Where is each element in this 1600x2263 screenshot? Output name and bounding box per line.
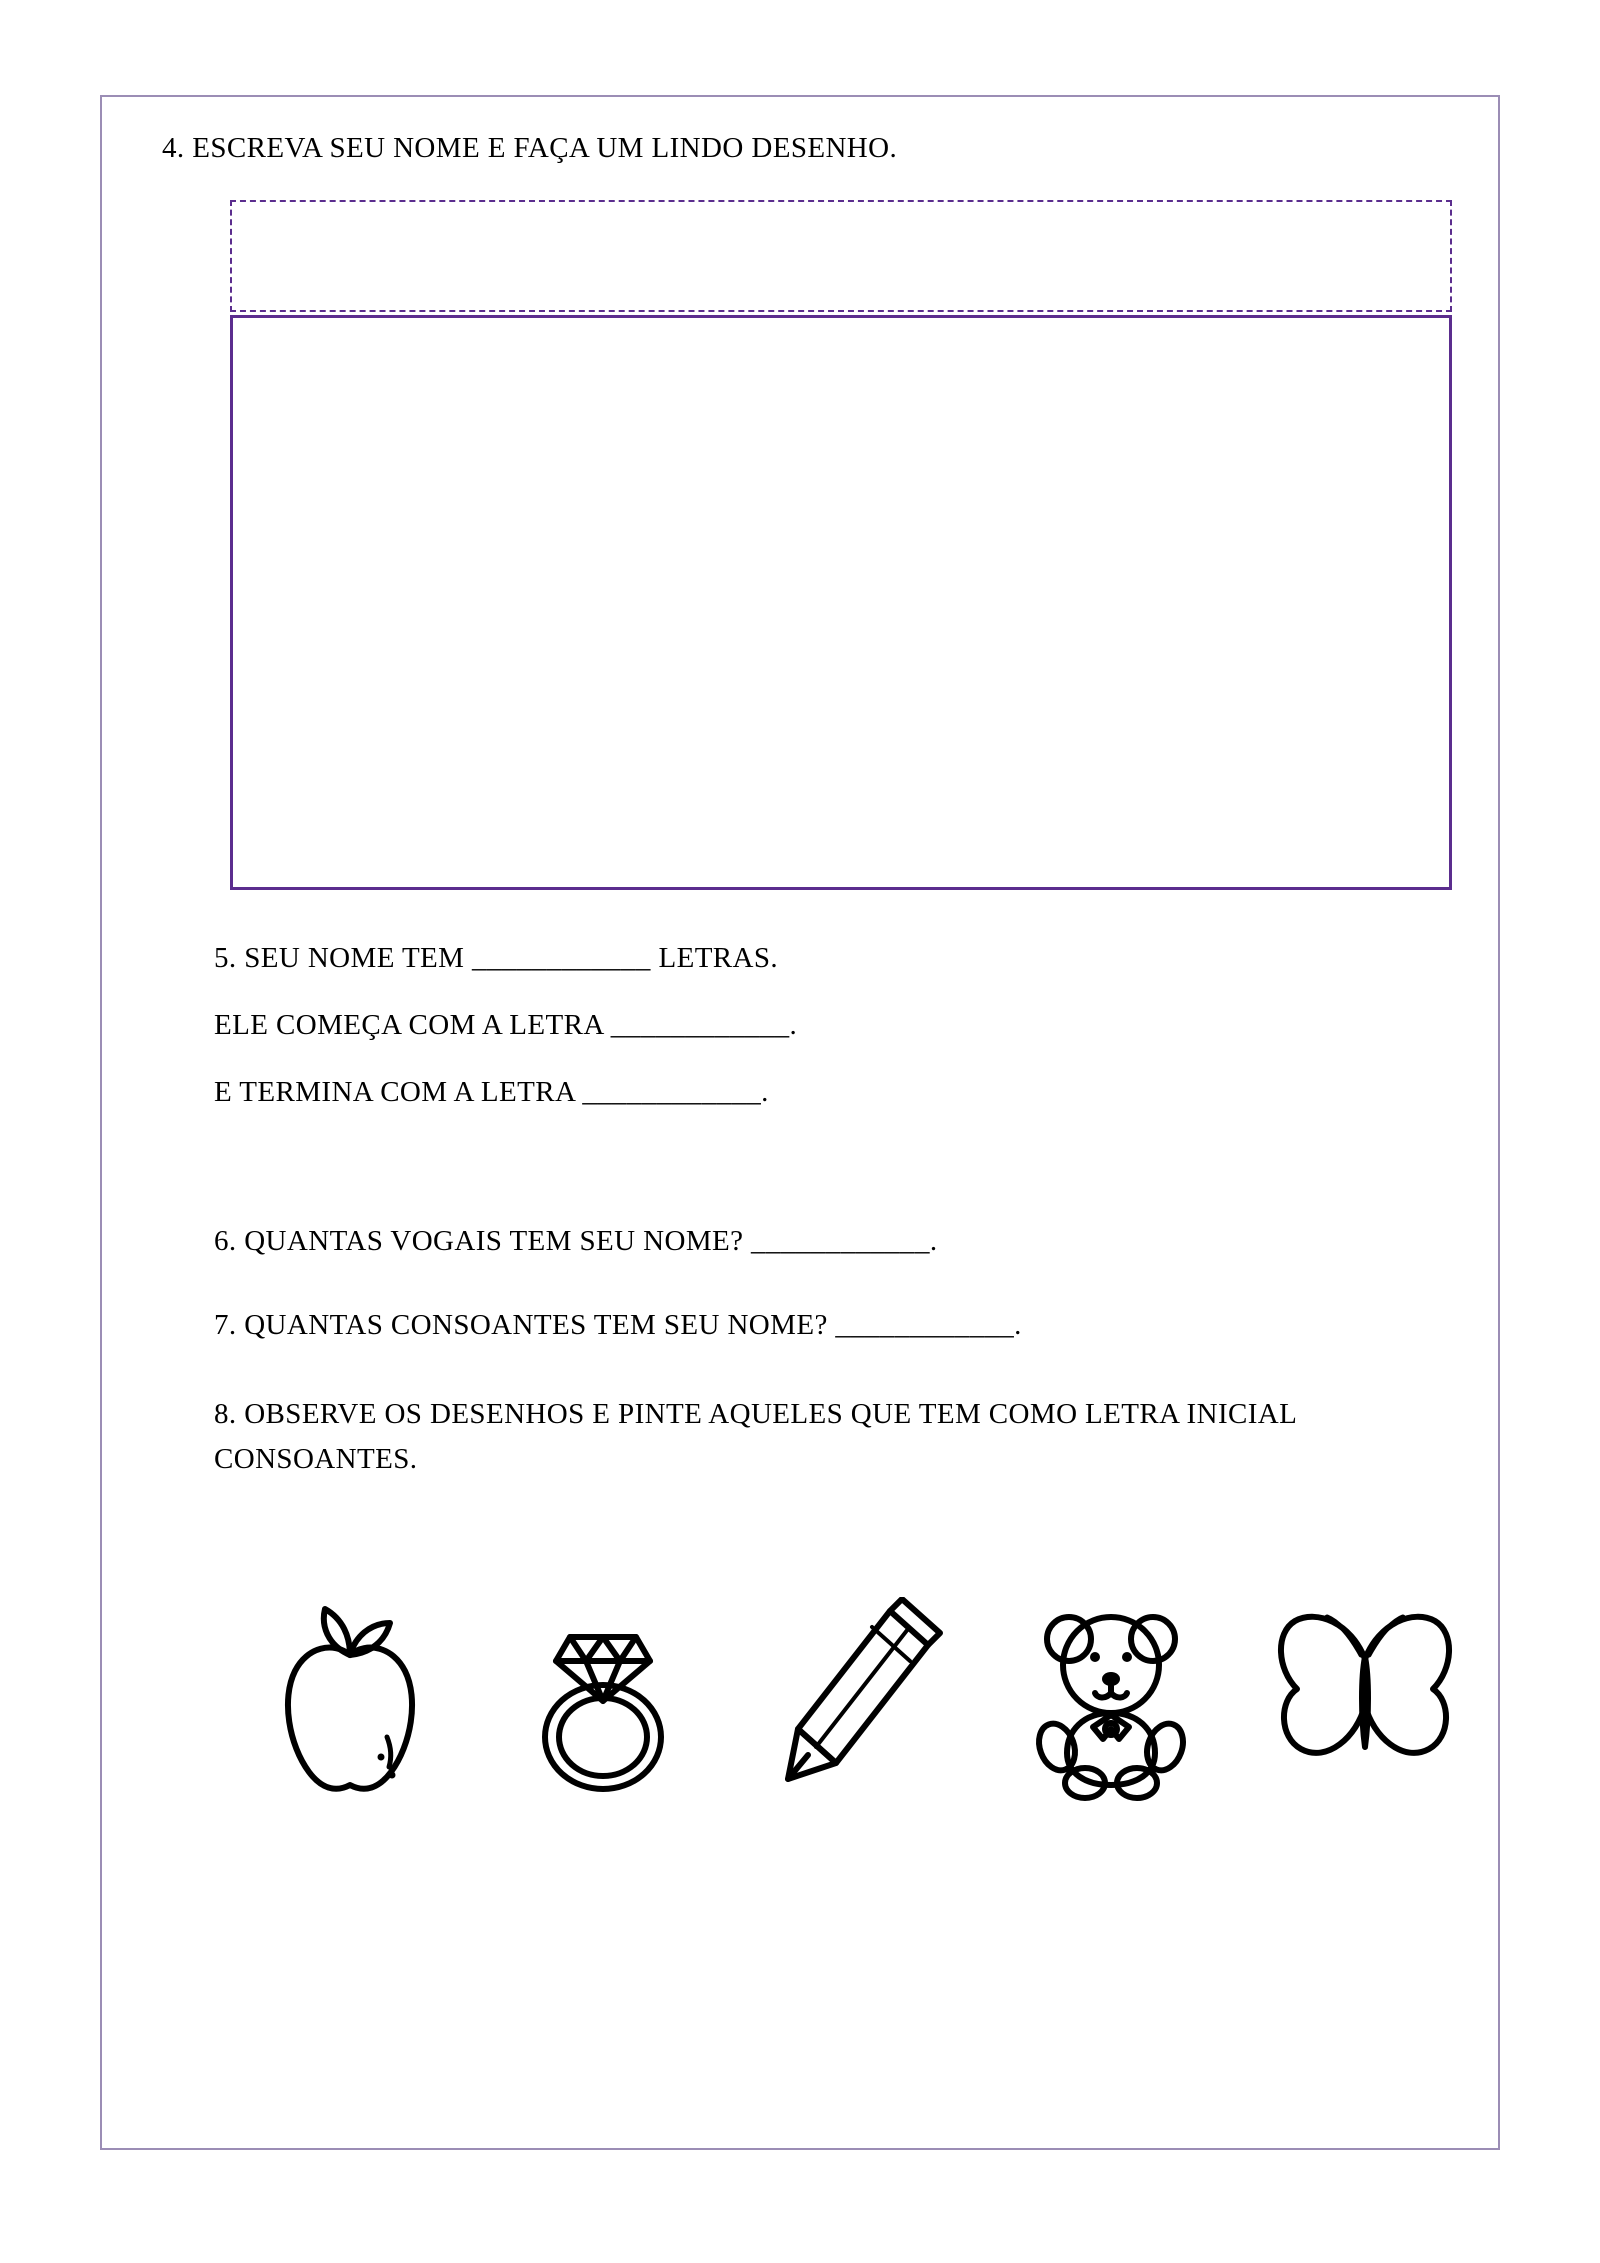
pencil-icon[interactable]	[750, 1587, 965, 1817]
task5-line1: 5. SEU NOME TEM ____________ LETRAS.	[214, 942, 779, 974]
butterfly-icon[interactable]	[1257, 1587, 1472, 1817]
task5-line2: ELE COMEÇA COM A LETRA ____________.	[214, 1009, 798, 1041]
task6-block	[214, 1225, 1464, 1292]
name-input-box[interactable]	[230, 200, 1452, 312]
worksheet-content	[102, 97, 1498, 2148]
task8-block	[214, 1392, 1464, 1516]
teddy-bear-icon[interactable]	[1003, 1587, 1218, 1817]
task5-line3: E TERMINA COM A LETRA ____________.	[214, 1076, 769, 1108]
ring-icon[interactable]	[496, 1587, 711, 1817]
task4-instruction: 4. ESCREVA SEU NOME E FAÇA UM LINDO DESENHO.	[162, 132, 898, 164]
worksheet-page	[100, 95, 1500, 2150]
task8-icons-row	[242, 1587, 1472, 1817]
task7-line1: 7. QUANTAS CONSOANTES TEM SEU NOME? ____________.	[214, 1309, 1022, 1341]
task6-line1: 6. QUANTAS VOGAIS TEM SEU NOME? ____________.	[214, 1225, 938, 1257]
apple-icon[interactable]	[242, 1587, 457, 1817]
task7-block	[214, 1309, 1464, 1376]
drawing-area-box[interactable]	[230, 315, 1452, 890]
task8-instruction: 8. OBSERVE OS DESENHOS E PINTE AQUELES QUE TEM COMO LETRA INICIAL CONSOANTES.	[214, 1398, 1297, 1475]
task5-block	[214, 942, 1464, 1143]
